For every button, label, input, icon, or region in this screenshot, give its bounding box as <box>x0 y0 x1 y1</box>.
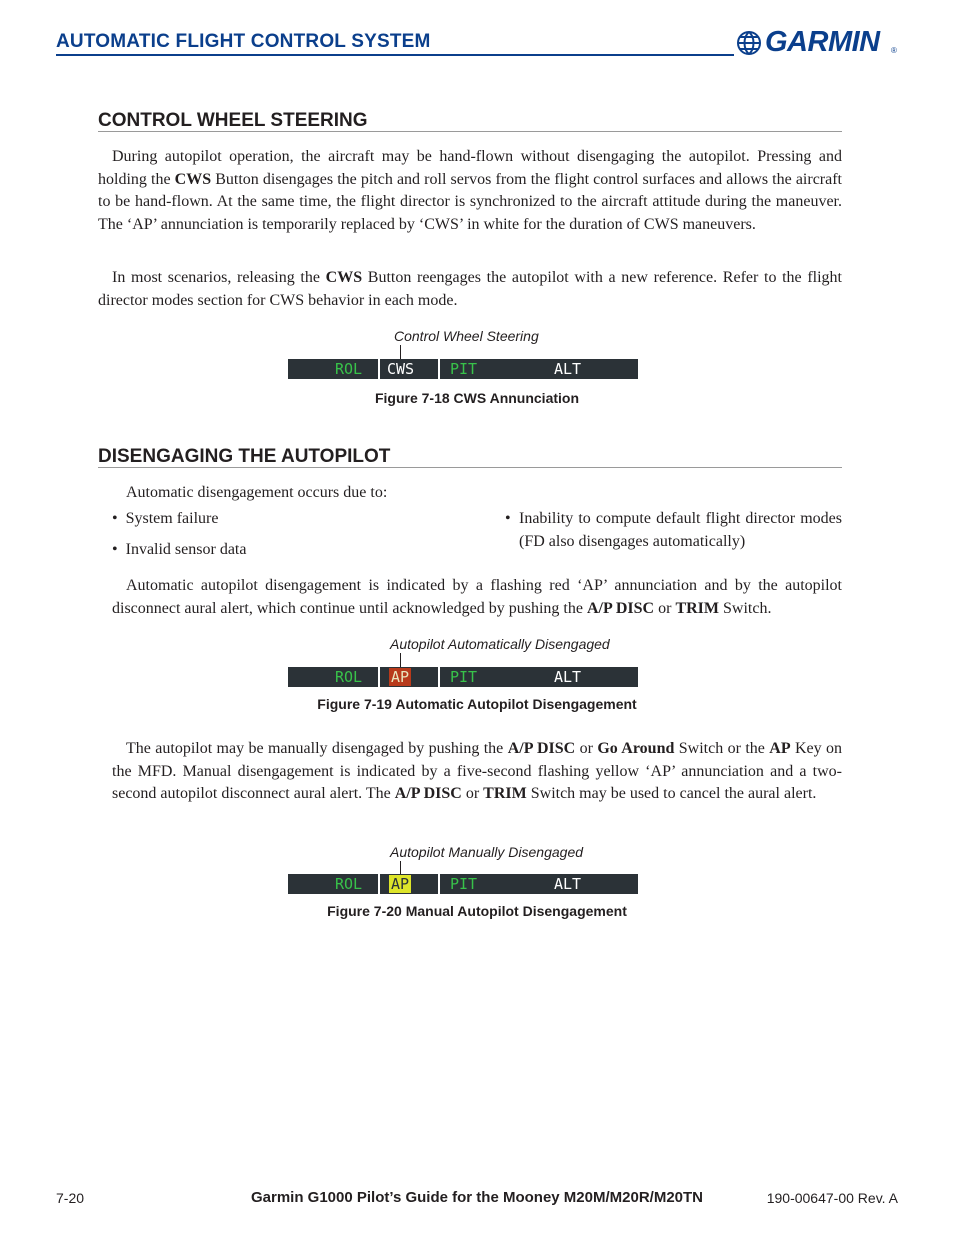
section-heading-disengage: DISENGAGING THE AUTOPILOT <box>98 446 391 467</box>
paragraph-cws-1 <box>98 146 842 236</box>
list-item-text: Invalid sensor data <box>125 541 247 558</box>
figure-caption: Figure 7-20 Manual Autopilot Disengagement <box>327 903 627 919</box>
figure-caption: Figure 7-19 Automatic Autopilot Disengagement <box>317 696 637 712</box>
text-run: Switch may be used to cancel the aural alert. <box>526 785 817 802</box>
annunciator-divider <box>438 874 440 894</box>
ap-annunciation-yellow: AP <box>391 875 410 893</box>
figure-callout-label: Control Wheel Steering <box>394 328 539 344</box>
registered-mark: ® <box>891 46 897 55</box>
logo-wordmark: GARMIN <box>765 26 880 58</box>
lateral-mode-annunciation: ROL <box>335 668 363 686</box>
bold-term: Go Around <box>597 740 675 757</box>
vertical-mode-annunciation: PIT <box>450 360 478 378</box>
ap-annunciation-wrap <box>389 874 411 894</box>
armed-vertical-mode-annunciation: ALT <box>554 668 582 686</box>
ap-annunciation-red: AP <box>391 668 410 686</box>
text-run: Button reengages the autopilot with a new reference. Refer to the flight director modes section for CWS behavior in each mode. <box>98 269 842 309</box>
bold-term: CWS <box>325 269 363 286</box>
ap-annunciation-wrap <box>389 667 411 687</box>
lateral-mode-annunciation: ROL <box>335 875 363 893</box>
text-run: Button disengages the pitch and roll servos from the flight control surfaces and allows the aircraft to be hand-flown. At the same time, the flight director is synchronized to the aircraft attitude during the maneuver. The ‘AP’ annunciation is temporarily replaced by ‘CWS’ in white for the duration of CWS maneuvers. <box>98 170 843 233</box>
list-item: • System failure <box>112 510 219 527</box>
section-rule <box>98 131 842 132</box>
document-number: 190-00647-00 Rev. A <box>766 1190 898 1206</box>
annunciator-divider <box>438 667 440 687</box>
callout-leader-line <box>400 861 401 874</box>
list-item-text: Inability to compute default flight director modes (FD also disengages automatically) <box>519 510 842 550</box>
annunciator-divider <box>438 359 440 379</box>
annunciator-divider <box>378 667 380 687</box>
annunciator-divider <box>378 359 380 379</box>
footer-title: Garmin G1000 Pilot’s Guide for the Mooney M20M/M20R/M20TN <box>250 1189 704 1206</box>
bold-term: A/P DISC <box>586 599 655 617</box>
text-run: Automatic autopilot disengagement is indicated by a flashing red ‘AP’ annunciation and by the autopilot disconnect aural alert, which continue until acknowledged by pushing the <box>112 577 842 617</box>
callout-leader-line <box>400 345 401 359</box>
callout-leader-line <box>400 653 401 667</box>
text-run: During autopilot operation, the aircraft may be hand-flown without disengaging the autopilot. Pressing and holding the <box>98 148 842 188</box>
text-run: or <box>461 785 484 802</box>
text-run: In most scenarios, releasing the <box>112 269 326 286</box>
vertical-mode-annunciation: PIT <box>450 668 478 686</box>
text-run: The autopilot may be manually disengaged by pushing the <box>126 740 508 757</box>
section-heading-cws: CONTROL WHEEL STEERING <box>98 110 368 131</box>
paragraph-auto-disengage <box>112 575 842 620</box>
page-number: 7-20 <box>56 1190 85 1206</box>
annunciator-bar <box>288 874 638 894</box>
figure-callout-label: Autopilot Manually Disengaged <box>390 844 584 860</box>
text-run: or <box>654 599 676 617</box>
vertical-mode-annunciation: PIT <box>450 875 478 893</box>
paragraph-cws-2 <box>98 267 842 312</box>
list-item-text: System failure <box>125 510 219 527</box>
figure-caption: Figure 7-18 CWS Annunciation <box>374 390 580 406</box>
list-item: • Invalid sensor data <box>112 541 247 558</box>
annunciator-bar <box>288 359 638 379</box>
text-run: or <box>575 740 598 757</box>
header-rule <box>56 54 734 56</box>
bold-term: TRIM <box>483 785 527 802</box>
globe-icon <box>735 29 763 57</box>
intro-text: Automatic disengagement occurs due to: <box>126 484 388 501</box>
armed-vertical-mode-annunciation: ALT <box>554 360 582 378</box>
text-run: Switch or the <box>674 740 770 757</box>
paragraph-manual-disengage <box>112 738 842 806</box>
section-rule <box>98 467 842 468</box>
text-run: Key on the MFD. Manual disengagement is indicated by a five-second flashing yellow ‘AP’ annunciation and a two-second autopilot disconnect aural alert. The <box>112 740 843 802</box>
lateral-mode-annunciation: ROL <box>335 360 363 378</box>
bold-term: A/P DISC <box>394 785 462 802</box>
bold-term: TRIM <box>675 599 719 617</box>
bold-term: AP <box>769 740 791 757</box>
garmin-logo <box>735 26 900 60</box>
text-run: Switch. <box>719 599 772 617</box>
figure-callout-label: Autopilot Automatically Disengaged <box>390 636 610 652</box>
running-header-title: AUTOMATIC FLIGHT CONTROL SYSTEM <box>56 31 431 52</box>
annunciator-bar <box>288 667 638 687</box>
armed-vertical-mode-annunciation: ALT <box>554 875 582 893</box>
bold-term: CWS <box>174 170 212 188</box>
bold-term: A/P DISC <box>507 740 576 757</box>
annunciator-divider <box>378 874 380 894</box>
cws-annunciation: CWS <box>387 360 415 378</box>
list-item: • <box>505 510 511 527</box>
